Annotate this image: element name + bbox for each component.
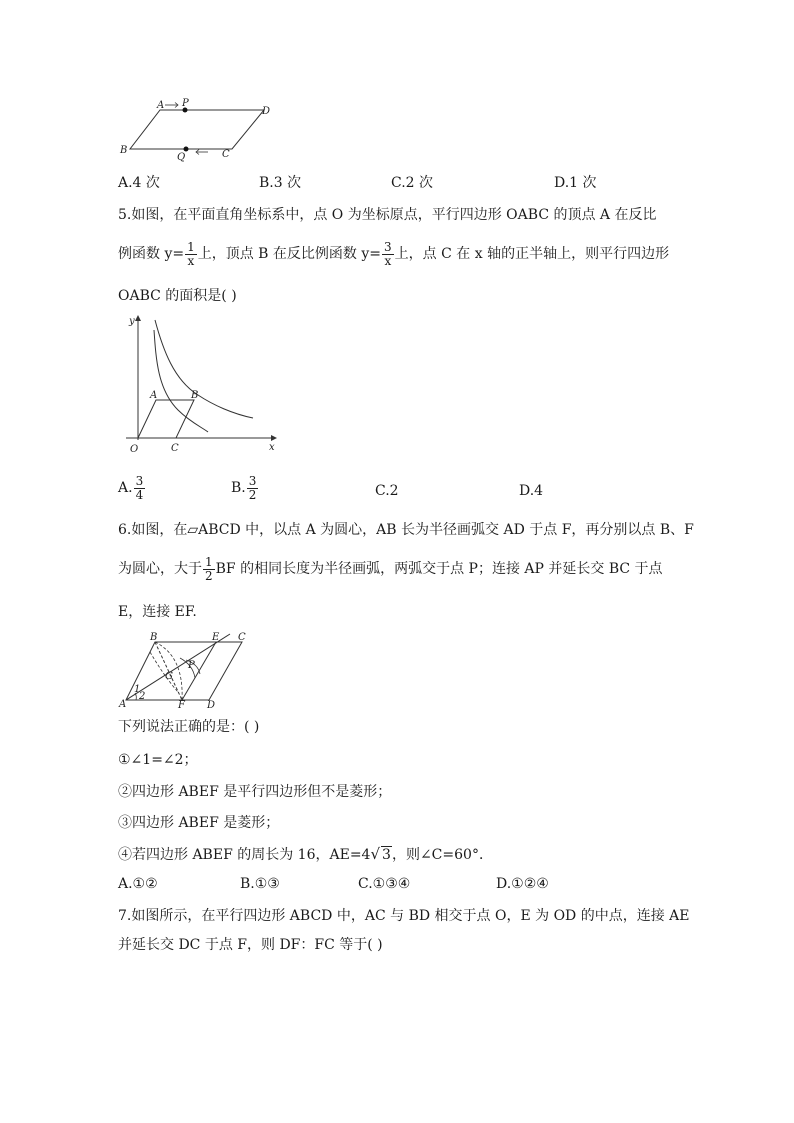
q5-label-o: O (130, 444, 139, 455)
q5-stem-line1: 5.如图，在平面直角坐标系中，点 O 为坐标原点，平行四边形 OABC 的顶点 A 在反比 (118, 207, 657, 223)
q5-fraction-1-over-x: $\frac{1}{x}$ (187, 239, 195, 268)
q6-statement-2: ②四边形 ABEF 是平行四边形但不是菱形； (118, 784, 392, 800)
q6-label-angle2: 2 (139, 691, 146, 702)
q6-option-a[interactable]: A.①② (118, 876, 158, 892)
q4-label-a: A (157, 100, 165, 111)
q5-coordinate-graph (118, 310, 283, 460)
q6-stem-line3: E，连接 EF. (118, 604, 197, 620)
q6-label-a: A (119, 699, 127, 708)
q5-label-y: y (129, 316, 135, 327)
q4-option-a[interactable]: A.4 次 (118, 175, 160, 191)
q4-option-b[interactable]: B.3 次 (259, 175, 302, 191)
q6-option-b[interactable]: B.①③ (240, 876, 280, 892)
q6-label-g: G (165, 671, 173, 682)
q6-statement-1: ①∠1=∠2； (118, 752, 198, 768)
q5-option-d[interactable]: D.4 (519, 483, 544, 499)
q5-stem-line3: OABC 的面积是( ) (118, 288, 237, 304)
q6-option-c[interactable]: C.①③④ (358, 876, 411, 892)
q4-parallelogram-figure (118, 98, 278, 163)
q4-option-c[interactable]: C.2 次 (391, 175, 434, 191)
q4-label-d: D (262, 106, 271, 117)
q5-option-a[interactable]: A. $\frac{3}{4}$ (118, 473, 144, 502)
q4-label-c: C (222, 149, 230, 160)
q5-label-x: x (269, 442, 275, 453)
q4-option-d[interactable]: D.1 次 (554, 175, 597, 191)
q6-construction-figure (118, 630, 253, 708)
q6-label-f: F (178, 700, 185, 708)
q5-fraction-3-over-x: $\frac{3}{x}$ (384, 239, 392, 268)
q6-label-angle1: 1 (134, 684, 141, 695)
q4-label-p: P (182, 98, 189, 109)
q6-label-b: B (150, 632, 158, 643)
q5-option-b[interactable]: B. $\frac{3}{2}$ (231, 473, 257, 502)
q7-stem-line2: 并延长交 DC 于点 F，则 DF：FC 等于( ) (118, 937, 383, 953)
q6-option-d[interactable]: D.①②④ (496, 876, 549, 892)
q6-fraction-half: $\frac{1}{2}$ (205, 554, 213, 583)
q6-label-e: E (212, 632, 220, 643)
q5-label-b: B (191, 390, 199, 401)
q7-stem-line1: 7.如图所示，在平行四边形 ABCD 中，AC 与 BD 相交于点 O，E 为 OD 的中点，连接 AE (118, 908, 690, 924)
q6-statement-3: ③四边形 ABEF 是菱形； (118, 815, 280, 831)
q6-stem-line2: 为圆心，大于 $\frac{1}{2}$ BF 的相同长度为半径画弧，两弧交于点 P；连接 AP 并延长交 BC 于点 (118, 554, 663, 583)
q5-label-a: A (150, 390, 158, 401)
q6-label-p: P (188, 660, 195, 671)
q5-label-c: C (171, 443, 179, 454)
q6-prompt: 下列说法正确的是：( ) (118, 719, 260, 735)
q6-stem-line1: 6.如图，在▱ABCD 中，以点 A 为圆心，AB 长为半径画弧交 AD 于点 F，再分别以点 B、F (118, 522, 694, 538)
q4-label-b: B (120, 145, 128, 156)
q6-label-d: D (207, 700, 216, 708)
q6-statement-4: ④若四边形 ABEF 的周长为 16，AE=4√ 3，则∠C=60°． (118, 845, 493, 863)
q4-label-q: Q (177, 152, 186, 163)
q5-stem-line2: 例函数 y= $\frac{1}{x}$ 上，顶点 B 在反比例函数 y= $\frac{3}{x}$ 上，点 C 在 x 轴的正半轴上，则平行四边形 (118, 239, 670, 268)
q5-option-c[interactable]: C.2 (375, 483, 399, 499)
q6-label-c: C (238, 632, 246, 643)
